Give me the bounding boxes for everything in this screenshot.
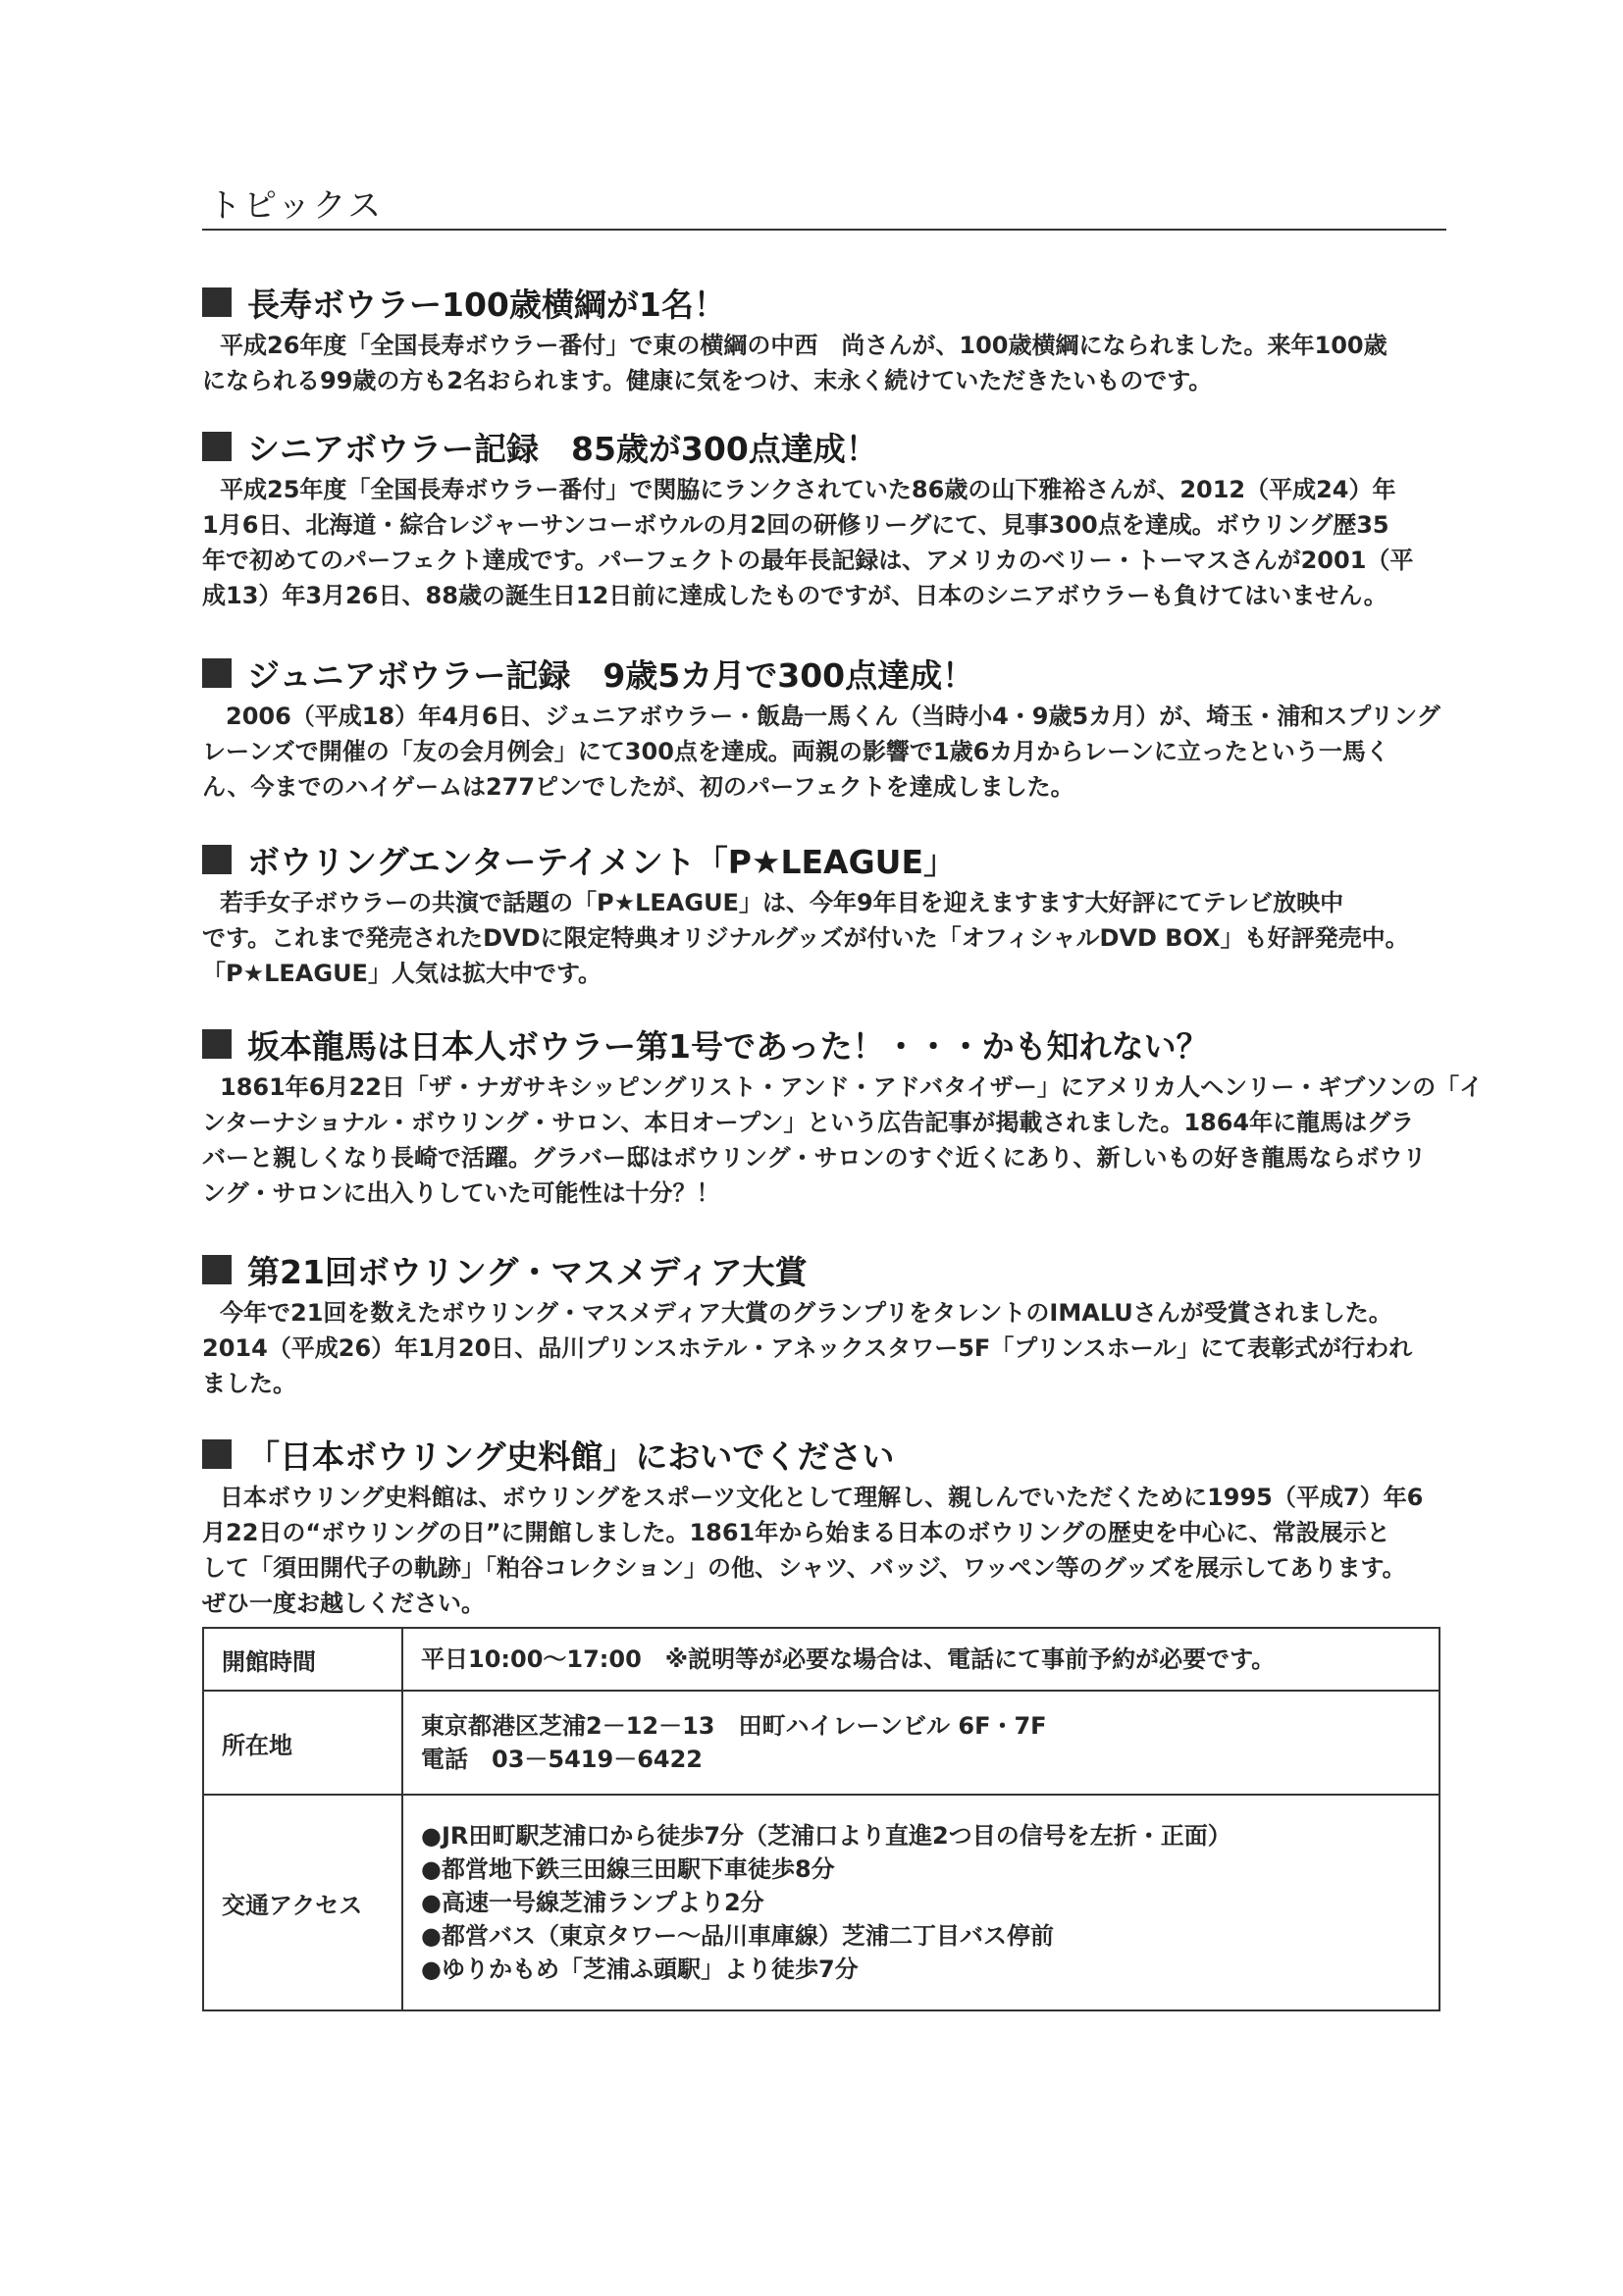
black-square-icon [202, 287, 232, 317]
table-row [203, 1691, 1440, 1795]
hours-label: 開館時間 [203, 1628, 402, 1691]
body-line: レーンズで開催の「友の会月例会」にて300点を達成。両親の影響で1歳6カ月からレーンに立ったという一馬く [202, 738, 1389, 765]
topic-heading-text: 長寿ボウラー100歳横綱が1名！ [247, 285, 726, 324]
body-line: 平成26年度「全国長寿ボウラー番付」で東の横綱の中西 尚さんが、100歳横綱になられました。来年100歳 [220, 332, 1387, 359]
body-line: 1861年6月22日「ザ・ナガサキシッピングリスト・アンド・アドバタイザー」にアメリカ人ヘンリー・ギブソンの「イ [220, 1073, 1484, 1101]
topic-centenarian [202, 281, 1497, 398]
topic-heading [202, 281, 1497, 324]
body-line: して「須田開代子の軌跡」「粕谷コレクション」の他、シャツ、バッジ、ワッペン等のグッズを展示してあります。 [202, 1554, 1406, 1582]
body-line: 年で初めてのパーフェクト達成です。パーフェクトの最年長記録は、アメリカのベリー・トーマスさんが2001（平 [202, 547, 1414, 574]
topic-body [202, 1295, 1497, 1401]
topic-body [202, 472, 1497, 613]
topic-body [202, 328, 1497, 398]
topic-bowling-museum [202, 1433, 1497, 1621]
topic-heading-text: 坂本龍馬は日本人ボウラー第1号であった！・・・かも知れない？ [247, 1026, 1209, 1066]
topic-senior-record [202, 425, 1497, 613]
body-line: ンターナショナル・ボウリング・サロン、本日オープン」という広告記事が掲載されました。1864年に龍馬はグラ [202, 1109, 1415, 1136]
phone-line: 電話 03－5419－6422 [421, 1746, 703, 1773]
museum-info-table [202, 1627, 1440, 2011]
topic-heading-text: ボウリングエンターテイメント「P★LEAGUE」 [247, 842, 957, 881]
body-line: 成13）年3月26日、88歳の誕生日12日前に達成したものですが、日本のシニアボウラーも負けてはいません。 [202, 582, 1387, 609]
access-label: 交通アクセス [203, 1795, 402, 2010]
body-line: ぜひ一度お越しください。 [202, 1590, 485, 1617]
topic-p-league [202, 838, 1497, 991]
body-line: 若手女子ボウラーの共演で話題の「P★LEAGUE」は、今年9年目を迎えますます大好評にてテレビ放映中 [220, 889, 1344, 916]
topic-body [202, 699, 1497, 805]
topic-junior-record [202, 652, 1497, 805]
access-line: ●都営バス（東京タワー～品川車庫線）芝浦二丁目バス停前 [421, 1922, 1054, 1950]
black-square-icon [202, 1029, 232, 1059]
body-line: 2014（平成26）年1月20日、品川プリンスホテル・アネックスタワー5F「プリンスホール」にて表彰式が行われ [202, 1334, 1413, 1362]
table-row [203, 1628, 1440, 1691]
body-line: になられる99歳の方も2名おられます。健康に気をつけ、末永く続けていただきたいものです。 [202, 367, 1213, 394]
hours-line: 平日10:00～17:00 ※説明等が必要な場合は、電話にて事前予約が必要です。 [421, 1645, 1276, 1673]
body-line: ング・サロンに出入りしていた可能性は十分？！ [202, 1179, 720, 1207]
topic-heading-text: ジュニアボウラー記録 9歳5カ月で300点達成！ [247, 655, 975, 695]
access-line: ●ゆりかもめ「芝浦ふ頭駅」より徒歩7分 [421, 1956, 859, 1983]
table-row [203, 1795, 1440, 2010]
black-square-icon [202, 1255, 232, 1284]
topic-body [202, 1480, 1497, 1621]
access-line: ●JR田町駅芝浦口から徒歩7分（芝浦口より直進2つ目の信号を左折・正面） [421, 1822, 1231, 1850]
topic-heading [202, 425, 1497, 468]
topic-heading [202, 1248, 1497, 1291]
address-line: 東京都港区芝浦2－12－13 田町ハイレーンビル 6F・7F [421, 1712, 1047, 1740]
address-value [402, 1691, 1440, 1795]
topic-mass-media-award [202, 1248, 1497, 1401]
topic-heading [202, 652, 1497, 695]
topic-heading [202, 1022, 1497, 1066]
topic-heading-text: 第21回ボウリング・マスメディア大賞 [247, 1252, 808, 1291]
black-square-icon [202, 1439, 232, 1469]
title-rule [202, 229, 1446, 231]
body-line: 1月6日、北海道・綜合レジャーサンコーボウルの月2回の研修リーグにて、見事300点を達成。ボウリング歴35 [202, 511, 1389, 539]
body-line: 月22日の“ボウリングの日”に開館しました。1861年から始まる日本のボウリングの歴史を中心に、常設展示と [202, 1519, 1390, 1546]
topic-ryoma-sakamoto [202, 1022, 1497, 1211]
topic-body [202, 1070, 1497, 1211]
topic-heading [202, 838, 1497, 881]
body-line: です。これまで発売されたDVDに限定特典オリジナルグッズが付いた「オフィシャルDVD BOX」も好評発売中。 [202, 924, 1409, 952]
access-line: ●高速一号線芝浦ランプより2分 [421, 1889, 764, 1916]
black-square-icon [202, 432, 232, 461]
topic-heading-text: 「日本ボウリング史料館」においでください [247, 1436, 895, 1476]
address-label: 所在地 [203, 1691, 402, 1795]
body-line: 2006（平成18）年4月6日、ジュニアボウラー・飯島一馬くん（当時小4・9歳5カ月）が、埼玉・浦和スプリング [226, 703, 1440, 730]
body-line: バーと親しくなり長崎で活躍。グラバー邸はボウリング・サロンのすぐ近くにあり、新しいもの好き龍馬ならボウリ [202, 1144, 1427, 1172]
body-line: 今年で21回を数えたボウリング・マスメディア大賞のグランプリをタレントのIMALUさんが受賞されました。 [220, 1299, 1392, 1327]
black-square-icon [202, 658, 232, 688]
body-line: 「P★LEAGUE」人気は拡大中です。 [202, 960, 602, 987]
page-title: トピックス [208, 186, 384, 226]
topic-heading-text: シニアボウラー記録 85歳が300点達成！ [247, 429, 878, 468]
body-line: 日本ボウリング史料館は、ボウリングをスポーツ文化として理解し、親しんでいただくために1995（平成7）年6 [220, 1484, 1424, 1511]
topic-body [202, 885, 1497, 991]
body-line: 平成25年度「全国長寿ボウラー番付」で関脇にランクされていた86歳の山下雅裕さんが、2012（平成24）年 [220, 476, 1396, 503]
black-square-icon [202, 845, 232, 874]
hours-value [402, 1628, 1440, 1691]
access-line: ●都営地下鉄三田線三田駅下車徒歩8分 [421, 1855, 835, 1883]
topic-heading [202, 1433, 1497, 1476]
access-value [402, 1795, 1440, 2010]
body-line: ん、今までのハイゲームは277ピンでしたが、初のパーフェクトを達成しました。 [202, 773, 1074, 801]
body-line: ました。 [202, 1370, 296, 1397]
